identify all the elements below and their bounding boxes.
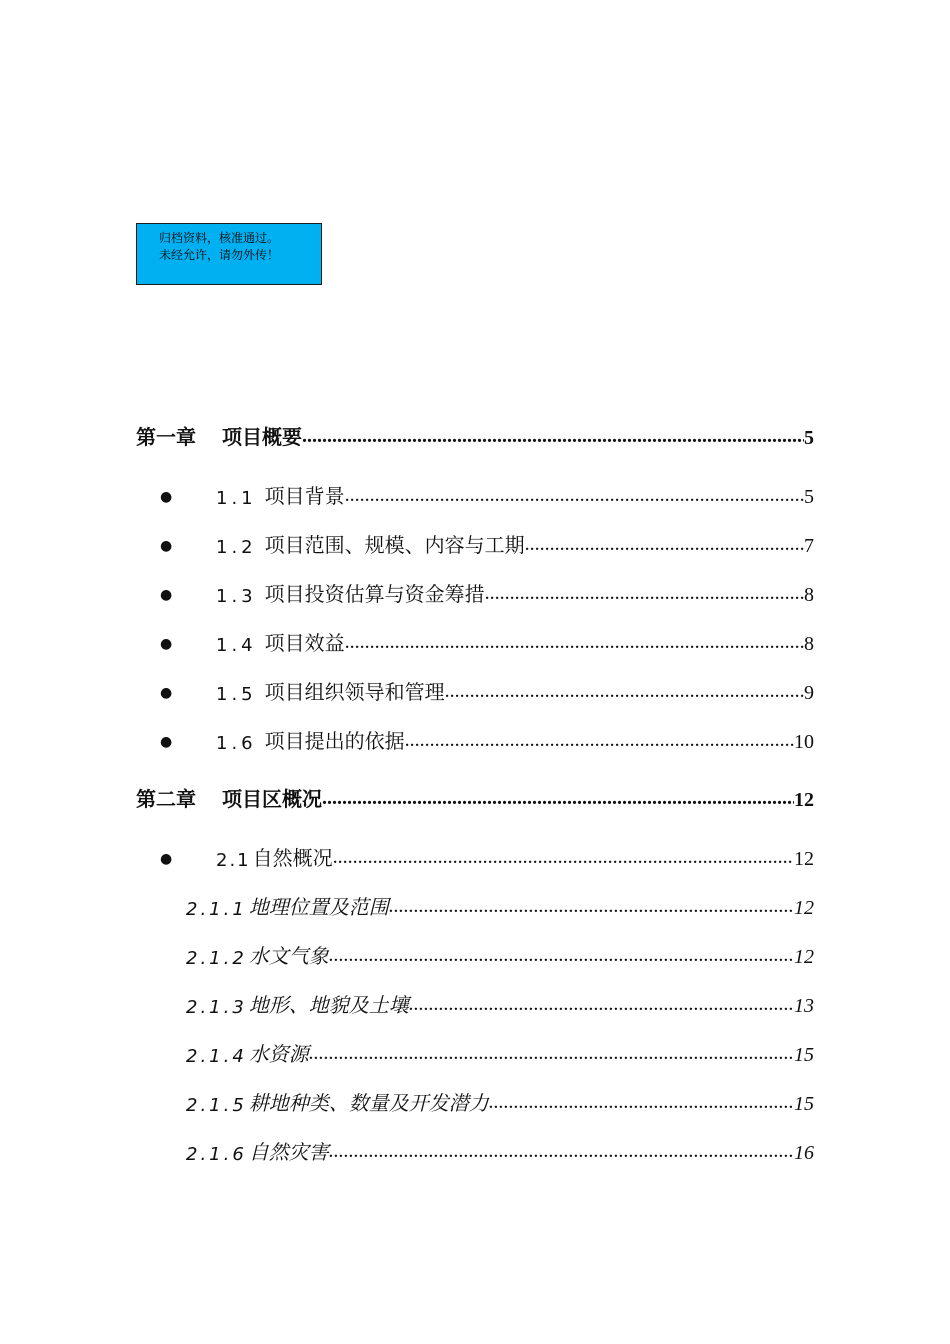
archive-stamp [136, 223, 322, 285]
dot-leader [302, 425, 804, 448]
dot-leader [525, 533, 804, 556]
subsection-number: 2.1.3 [186, 997, 247, 1018]
toc-entry-2-1-4[interactable] [136, 1037, 814, 1067]
toc-entry-1-5[interactable] [136, 675, 814, 705]
dot-leader [489, 1091, 794, 1114]
section-number: 1.5 [216, 684, 257, 705]
toc-entry-2-1-5[interactable] [136, 1086, 814, 1116]
subsection-title: 水文气象 [248, 944, 329, 968]
dot-leader [405, 729, 794, 752]
bullet-icon: ● [160, 587, 173, 603]
subsection-title: 自然灾害 [248, 1140, 329, 1164]
section-title: 项目投资估算与资金筹措 [264, 582, 485, 606]
page-number: 5 [804, 486, 814, 508]
dot-leader [322, 787, 794, 810]
section-title: 项目背景 [264, 484, 345, 508]
section-number: 2.1 [216, 850, 251, 871]
chapter-label: 第一章 [136, 425, 196, 449]
toc-entry-1-1[interactable] [136, 479, 814, 509]
page-number: 15 [794, 1044, 814, 1066]
section-number: 1.3 [216, 586, 257, 607]
bullet-icon: ● [160, 734, 173, 750]
toc-entry-2-1-1[interactable] [136, 890, 814, 920]
bullet-icon: ● [160, 851, 173, 867]
toc-entry-1-2[interactable] [136, 528, 814, 558]
toc-entry-2-1-2[interactable] [136, 939, 814, 969]
toc-chapter-2[interactable] [136, 782, 814, 812]
dot-leader [445, 680, 804, 703]
subsection-number: 2.1.4 [186, 1046, 247, 1067]
dot-leader [389, 895, 794, 918]
subsection-title: 地理位置及范围 [248, 895, 389, 919]
page-number: 12 [794, 789, 814, 811]
toc-entry-1-4[interactable] [136, 626, 814, 656]
stamp-line-1: 归档资料，核准通过。 [159, 231, 280, 245]
page-number: 13 [794, 995, 814, 1017]
subsection-number: 2.1.1 [186, 899, 247, 920]
page-number: 12 [794, 897, 814, 919]
dot-leader [329, 1140, 794, 1163]
section-title: 项目范围、规模、内容与工期 [264, 533, 525, 557]
toc-entry-1-6[interactable] [136, 724, 814, 754]
page-number: 9 [804, 682, 814, 704]
chapter-label: 第二章 [136, 787, 196, 811]
section-number: 1.1 [216, 488, 257, 509]
dot-leader [409, 993, 794, 1016]
toc-entry-1-3[interactable] [136, 577, 814, 607]
subsection-number: 2.1.2 [186, 948, 247, 969]
section-title: 项目提出的依据 [264, 729, 405, 753]
page-number: 16 [794, 1142, 814, 1164]
dot-leader [309, 1042, 794, 1065]
toc-chapter-1[interactable] [136, 420, 814, 450]
dot-leader [329, 944, 794, 967]
subsection-number: 2.1.5 [186, 1095, 247, 1116]
toc-entry-2-1-6[interactable] [136, 1135, 814, 1165]
section-title: 项目组织领导和管理 [264, 680, 445, 704]
page-number: 7 [804, 535, 814, 557]
chapter-title: 项目区概况 [222, 787, 322, 811]
bullet-icon: ● [160, 538, 173, 554]
subsection-title: 耕地种类、数量及开发潜力 [248, 1091, 489, 1115]
subsection-title: 地形、地貌及土壤 [248, 993, 409, 1017]
stamp-line-2: 未经允许，请勿外传！ [159, 248, 280, 262]
chapter-title: 项目概要 [222, 425, 302, 449]
page-number: 8 [804, 633, 814, 655]
bullet-icon: ● [160, 685, 173, 701]
dot-leader [485, 582, 804, 605]
page-number: 5 [804, 427, 814, 449]
toc-entry-2-1[interactable] [136, 841, 814, 871]
page-number: 12 [794, 946, 814, 968]
section-number: 1.6 [216, 733, 257, 754]
page-number: 8 [804, 584, 814, 606]
page-number: 10 [794, 731, 814, 753]
dot-leader [345, 631, 804, 654]
page-number: 12 [794, 848, 814, 870]
subsection-title: 水资源 [248, 1042, 309, 1066]
dot-leader [345, 484, 804, 507]
dot-leader [333, 846, 794, 869]
bullet-icon: ● [160, 489, 173, 505]
section-title: 自然概况 [252, 846, 333, 870]
section-title: 项目效益 [264, 631, 345, 655]
section-number: 1.2 [216, 537, 257, 558]
bullet-icon: ● [160, 636, 173, 652]
toc-entry-2-1-3[interactable] [136, 988, 814, 1018]
page-number: 15 [794, 1093, 814, 1115]
subsection-number: 2.1.6 [186, 1144, 247, 1165]
section-number: 1.4 [216, 635, 257, 656]
